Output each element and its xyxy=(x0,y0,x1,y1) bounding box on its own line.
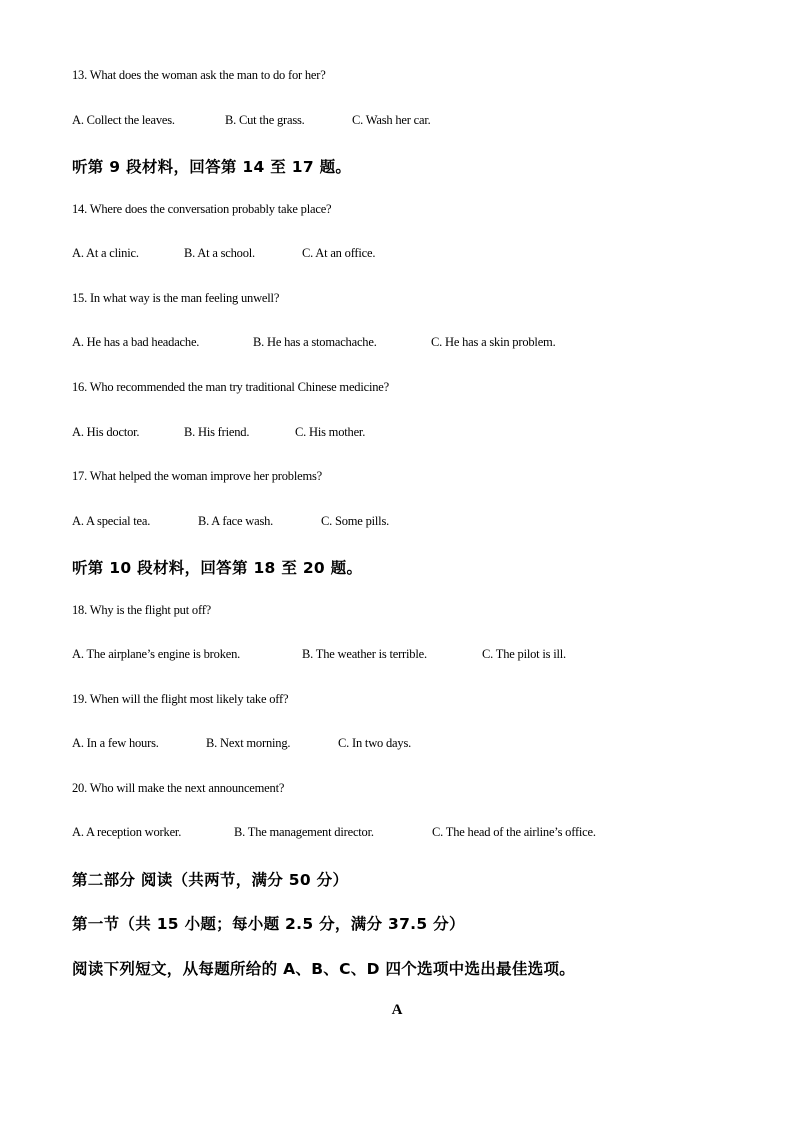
option-a: A. Collect the leaves. xyxy=(72,113,175,127)
section-one-heading: 第一节（共 15 小题；每小题 2.5 分，满分 37.5 分） xyxy=(72,915,465,933)
question-15: 15. In what way is the man feeling unwell? xyxy=(72,291,280,305)
option-c: C. Wash her car. xyxy=(352,113,431,127)
question-19: 19. When will the flight most likely take off? xyxy=(72,692,289,706)
option-b: B. He has a stomachache. xyxy=(253,335,377,349)
option-a: A. A reception worker. xyxy=(72,825,182,839)
question-13: 13. What does the woman ask the man to do for her? xyxy=(72,68,326,82)
part-two-heading: 第二部分 阅读（共两节，满分 50 分） xyxy=(72,871,349,889)
option-b: B. A face wash. xyxy=(198,514,274,528)
option-a: A. At a clinic. xyxy=(72,246,139,260)
section-heading-10: 听第 10 段材料，回答第 18 至 20 题。 xyxy=(72,559,363,577)
option-b: B. Cut the grass. xyxy=(225,113,305,127)
section-heading-9: 听第 9 段材料，回答第 14 至 17 题。 xyxy=(72,158,352,176)
option-c: C. Some pills. xyxy=(321,514,390,528)
option-a: A. His doctor. xyxy=(72,425,140,439)
option-c: C. At an office. xyxy=(302,246,376,260)
option-a: A. In a few hours. xyxy=(72,736,159,750)
option-c: C. He has a skin problem. xyxy=(431,335,556,349)
option-b: B. Next morning. xyxy=(206,736,291,750)
option-c: C. In two days. xyxy=(338,736,412,750)
option-a: A. The airplane’s engine is broken. xyxy=(72,647,241,661)
option-c: C. His mother. xyxy=(295,425,366,439)
option-a: A. He has a bad headache. xyxy=(72,335,200,349)
option-b: B. At a school. xyxy=(184,246,255,260)
instruction-text: 阅读下列短文，从每题所给的 A、B、C、D 四个选项中选出最佳选项。 xyxy=(72,960,576,978)
passage-label: A xyxy=(391,1002,403,1018)
option-b: B. The management director. xyxy=(234,825,374,839)
question-20: 20. Who will make the next announcement? xyxy=(72,781,285,795)
option-c: C. The pilot is ill. xyxy=(482,647,566,661)
option-c: C. The head of the airline’s office. xyxy=(432,825,596,839)
option-b: B. The weather is terrible. xyxy=(302,647,427,661)
question-17: 17. What helped the woman improve her problems? xyxy=(72,469,323,483)
question-18: 18. Why is the flight put off? xyxy=(72,603,212,617)
question-14: 14. Where does the conversation probably take place? xyxy=(72,202,332,216)
question-16: 16. Who recommended the man try traditional Chinese medicine? xyxy=(72,380,389,394)
option-a: A. A special tea. xyxy=(72,514,151,528)
option-b: B. His friend. xyxy=(184,425,250,439)
